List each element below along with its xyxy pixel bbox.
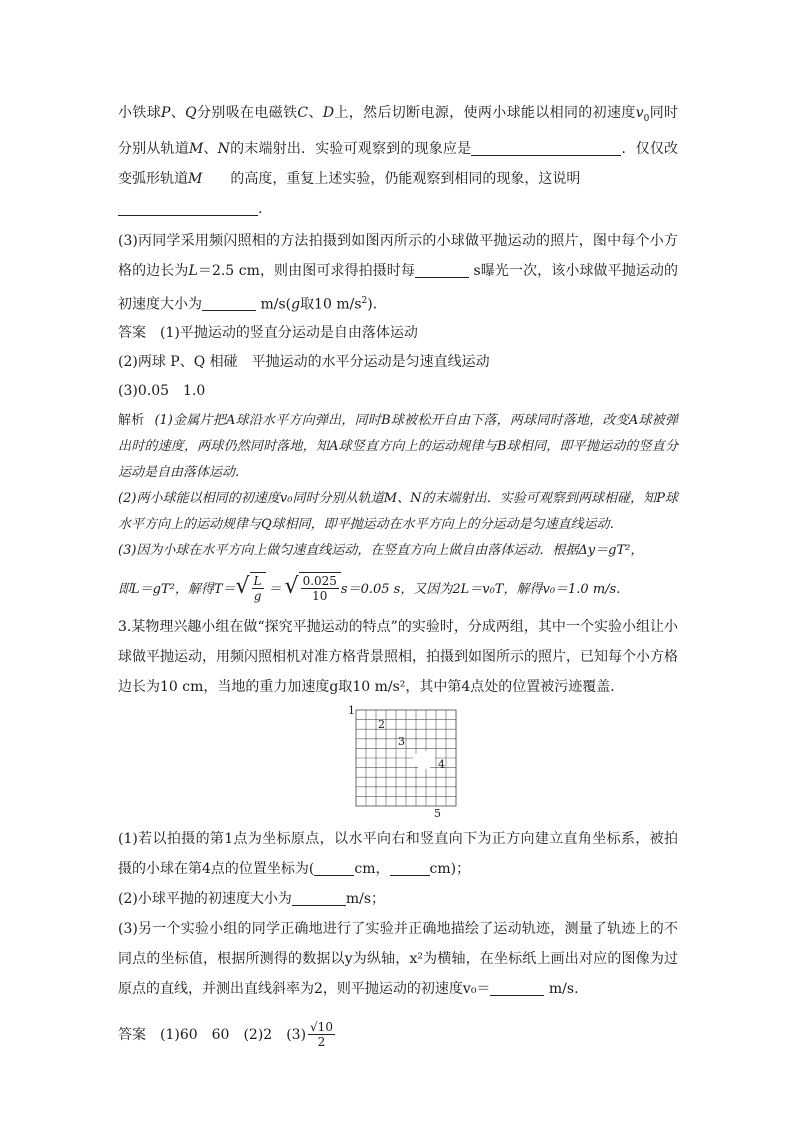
question-2-part-3: (3)丙同学采用频闪照相的方法拍摄到如图丙所示的小球做平抛运动的照片，图中每个小方格的边长为L＝2.5 cm，则由图可求得拍摄时每 s曝光一次，该小球做平抛运动的初速度大小为 m/s(g取10 $m/s^2$)． (118, 232, 678, 313)
answer-tag: 答案 (118, 1027, 146, 1044)
answer-blank[interactable] (202, 294, 256, 311)
question-3-part-3: (3)另一个实验小组的同学正确地进行了实验并正确地描绘了运动轨迹，测量了轨迹上的不同点的坐标值，根据所测得的数据以y为纵轴，x²为横轴，在坐标纸上画出对应的图像为过原点的直线，并测出直线斜率为2，则平抛运动的初速度v₀＝ m/s. (118, 921, 678, 998)
answer-line: (1)平抛运动的竖直分运动是自由落体运动 (160, 325, 418, 342)
question-3-part-2: (2)小球平抛的初速度大小为 m/s； (118, 891, 386, 908)
answer-block-2 (118, 1012, 678, 1056)
analysis-formula: 即L＝gT²，解得T＝ √ $\frac{L}{g}$ ＝ √ $\frac{0.025}{10}$ s＝0.05 s，又因为2L＝v₀T，解得v₀＝1.0 m/s. (118, 573, 621, 603)
point-label: 4 (438, 758, 445, 772)
answer-tag: 答案 (118, 325, 146, 342)
question-3-intro: 3.某物理兴趣小组在做“探究平抛运动的特点”的实验时，分成两组，其中一个实验小组让小球做平抛运动，用频闪照相机对准方格背景照相，拍摄到如图所示的照片，已知每个小方格边长为10 cm，当地的重力加速度g取10 m/s²，其中第4点处的位置被污迹覆盖． (118, 619, 678, 696)
answer-blank[interactable] (314, 859, 354, 876)
analysis-line: (3)因为小球在水平方向上做匀速直线运动，在竖直方向上做自由落体运动．根据Δy＝gT²， (118, 543, 644, 559)
answer-line: (1)60 60 (2)2 (3) (160, 1027, 307, 1044)
smudge (413, 751, 435, 769)
point-label: 1 (348, 704, 355, 718)
point-label: 3 (398, 735, 405, 749)
answer-fraction: $\frac{√10}{2}$ (310, 1019, 333, 1049)
answer-blank[interactable] (118, 199, 258, 216)
answer-blank[interactable] (415, 261, 469, 278)
question-3-part-1: (1)若以拍摄的第1点为坐标原点，以水平向右和竖直向下为正方向建立直角坐标系，被拍摄的小球在第4点的位置坐标为( cm， cm)； (118, 831, 678, 878)
sqrt-numeric: √ $\frac{0.025}{10}$ (285, 572, 341, 603)
answer-blank[interactable] (471, 139, 621, 156)
grid-figure (346, 704, 466, 821)
answer-block-1 (118, 319, 678, 406)
question-2-continued: 小铁球P、Q分别吸在电磁铁C、D上，然后切断电源，使两小球能以相同的初速度$v_0$同时分别从轨道M、N的末端射出．实验可观察到的现象应是 ．仅仅改变弧形轨道M 的高度，重复上述实验，仍能观察到相同的现象，这说明 . (118, 105, 679, 217)
page-content (118, 98, 678, 1056)
analysis-block (118, 408, 678, 610)
point-label: 2 (378, 718, 385, 732)
analysis-line: (2)两小球能以相同的初速度v₀同时分别从轨道M、N的末端射出．实验可观察到两球相碰，知P球水平方向上的运动规律与Q球相同，即平抛运动在水平方向上的分运动是匀速直线运动． (118, 491, 678, 533)
answer-blank[interactable] (292, 889, 346, 906)
answer-line: (3)0.05 1.0 (118, 383, 206, 400)
point-label: 5 (434, 807, 441, 821)
answer-blank[interactable] (490, 979, 544, 996)
sqrt-l-over-g: √ $\frac{L}{g}$ (236, 572, 266, 603)
answer-blank[interactable] (390, 859, 430, 876)
analysis-line: 解析 (1)金属片把A球沿水平方向弹出，同时B球被松开自由下落，两球同时落地，改变A球被弹出时的速度，两球仍然同时落地，知A球竖直方向上的运动规律与B球相同，即平抛运动的竖直分运动是自由落体运动． (118, 413, 678, 481)
answer-line: (2)两球 P、Q 相碰 平抛运动的水平分运动是匀速直线运动 (118, 354, 490, 371)
grid-image (346, 708, 466, 821)
